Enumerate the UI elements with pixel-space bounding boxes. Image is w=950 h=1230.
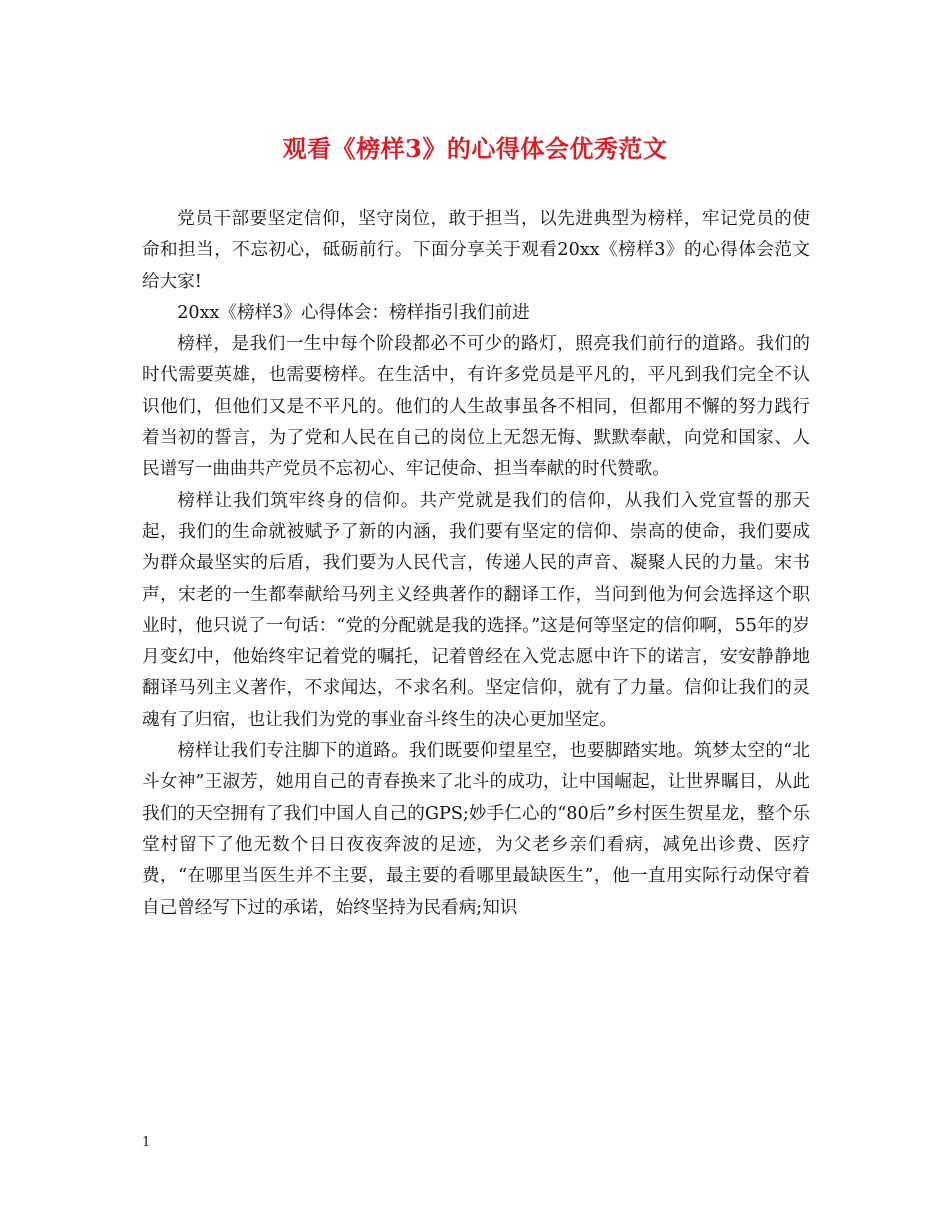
paragraph-path: 榜样让我们专注脚下的道路。我们既要仰望星空，也要脚踏实地。筑梦太空的“北斗女神”王淑芳，她用自己的青春换来了北斗的成功，让中国崛起，让世界瞩目，从此我们的天空拥有了我们中国人自己的GPS;妙手仁心的“80后”乡村医生贺星龙，整个乐堂村留下了他无数个日日夜夜奔波的足迹，为父老乡亲们看病，减免出诊费、医疗费，“在哪里当医生并不主要，最主要的看哪里最缺医生”，他一直用实际行动保守着自己曾经写下过的承诺，始终坚持为民看病;知识 bbox=[142, 741, 810, 918]
paragraph-intro: 党员干部要坚定信仰，坚守岗位，敢于担当，以先进典型为榜样，牢记党员的使命和担当，不忘初心，砥砺前行。下面分享关于观看20xx《榜样3》的心得体会范文给大家! bbox=[142, 209, 810, 292]
document-title: 观看《榜样3》的心得体会优秀范文 bbox=[282, 134, 668, 163]
paragraph-subheading: 20xx《榜样3》心得体会：榜样指引我们前进 bbox=[177, 302, 530, 323]
paragraph-role-model-lamp: 榜样，是我们一生中每个阶段都必不可少的路灯，照亮我们前行的道路。我们的时代需要英雄，也需要榜样。在生活中，有许多党员是平凡的，平凡到我们完全不认识他们，但他们又是不平凡的。他们的人生故事虽各不相同，但都用不懈的努力践行着当初的誓言，为了党和人民在自己的岗位上无怨无悔、默默奉献，向党和国家、人民谱写一曲曲共产党员不忘初心、牢记使命、担当奉献的时代赞歌。 bbox=[142, 334, 810, 480]
document-body bbox=[142, 204, 810, 924]
paragraph-faith: 榜样让我们筑牢终身的信仰。共产党就是我们的信仰，从我们入党宣誓的那天起，我们的生命就被赋予了新的内涵，我们要有坚定的信仰、崇高的使命，我们要成为群众最坚实的后盾，我们要为人民代言，传递人民的声音、凝聚人民的力量。宋书声，宋老的一生都奉献给马列主义经典著作的翻译工作，当问到他为何会选择这个职业时，他只说了一句话：“党的分配就是我的选择。”这是何等坚定的信仰啊，55年的岁月变幻中，他始终牢记着党的嘱托，记着曾经在入党志愿中许下的诺言，安安静静地翻译马列主义著作，不求闻达，不求名利。坚定信仰，就有了力量。信仰让我们的灵魂有了归宿，也让我们为党的事业奋斗终生的决心更加坚定。 bbox=[142, 490, 810, 730]
page-number: 1 bbox=[142, 1135, 151, 1150]
